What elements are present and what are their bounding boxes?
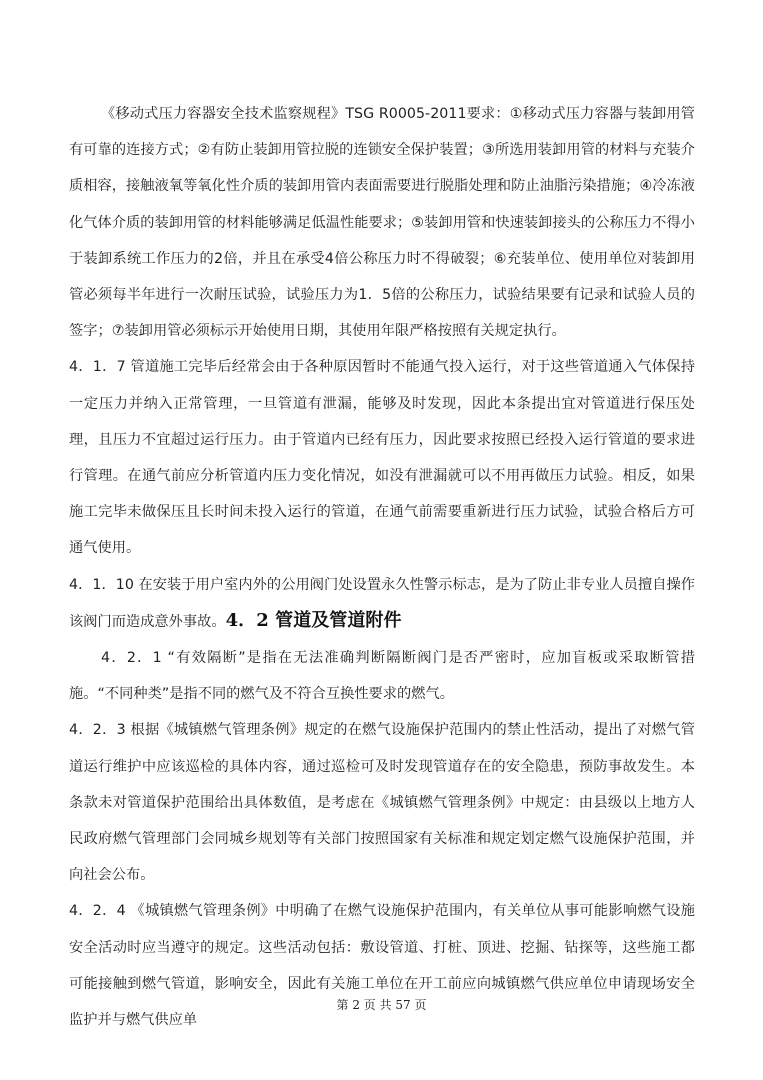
paragraph-4-2-4: 4．2．4 《城镇燃气管理条例》中明确了在燃气设施保护范围内，有关单位从事可能影响燃气设施安全活动时应当遵守的规定。这些活动包括：敷设管道、打桩、顶进、挖掘、钻探等，这些施工都可能接触到燃气管道，影响安全，因此有关施工单位在开工前应向城镇燃气供应单位申请现场安全监护并与燃气供应单: [69, 903, 695, 1029]
paragraph-pressure-vessel-requirements: 《移动式压力容器安全技术监察规程》TSG R0005-2011要求：①移动式压力容器与装卸用管有可靠的连接方式；②有防止装卸用管拉脱的连锁安全保护装置；③所选用装卸用管的材料与充装介质相容，接触液氧等氧化性介质的装卸用管内表面需要进行脱脂处理和防止油脂污染措施；④冷冻液化气体介质的装卸用管的材料能够满足低温性能要求；⑤装卸用管和快速装卸接头的公称压力不得小于装卸系统工作压力的2倍，并且在承受4倍公称压力时不得破裂；⑥充装单位、使用单位对装卸用管必须每半年进行一次耐压试验，试验压力为1．5倍的公称压力，试验结果要有记录和试验人员的签字；⑦装卸用管必须标示开始使用日期，其使用年限严格按照有关规定执行。: [69, 106, 695, 340]
paragraph-4-1-10: [69, 567, 695, 640]
paragraph-4-1-7: 4．1．7 管道施工完毕后经常会由于各种原因暂时不能通气投入运行，对于这些管道通入气体保持一定压力并纳入正常管理，一旦管道有泄漏，能够及时发现，因此本条提出宜对管道进行保压处理，且压力不宜超过运行压力。由于管道内已经有压力，因此要求按照已经投入运行管道的要求进行管理。在通气前应分析管道内压力变化情况，如没有泄漏就可以不用再做压力试验。相反，如果施工完毕未做保压且长时间未投入运行的管道，在通气前需要重新进行压力试验，试验合格后方可通气使用。: [69, 359, 695, 557]
paragraph-4-2-1: 4．2．1 “有效隔断”是指在无法准确判断隔断阀门是否严密时，应加盲板或采取断管措施。“不同种类”是指不同的燃气及不符合互换性要求的燃气。: [69, 650, 695, 703]
page-footer: 第 2 页 共 57 页: [336, 998, 427, 1012]
paragraph-4-1-10-text: 4．1．10 在安装于用户室内外的公用阀门处设置永久性警示标志，是为了防止非专业人员擅自操作该阀门而造成意外事故。: [69, 576, 695, 630]
paragraph-4-2-3: 4．2．3 根据《城镇燃气管理条例》规定的在燃气设施保护范围内的禁止性活动，提出了对燃气管道运行维护中应该巡检的具体内容，通过巡检可及时发现管道存在的安全隐患，预防事故发生。本条款未对管道保护范围给出具体数值，是考虑在《城镇燃气管理条例》中规定：由县级以上地方人民政府燃气管理部门会同城乡规划等有关部门按照国家有关标准和规定划定燃气设施保护范围，并向社会公布。: [69, 722, 695, 884]
document-body: [69, 96, 695, 1038]
section-heading-4-2: 4．2 管道及管道附件: [225, 609, 402, 631]
